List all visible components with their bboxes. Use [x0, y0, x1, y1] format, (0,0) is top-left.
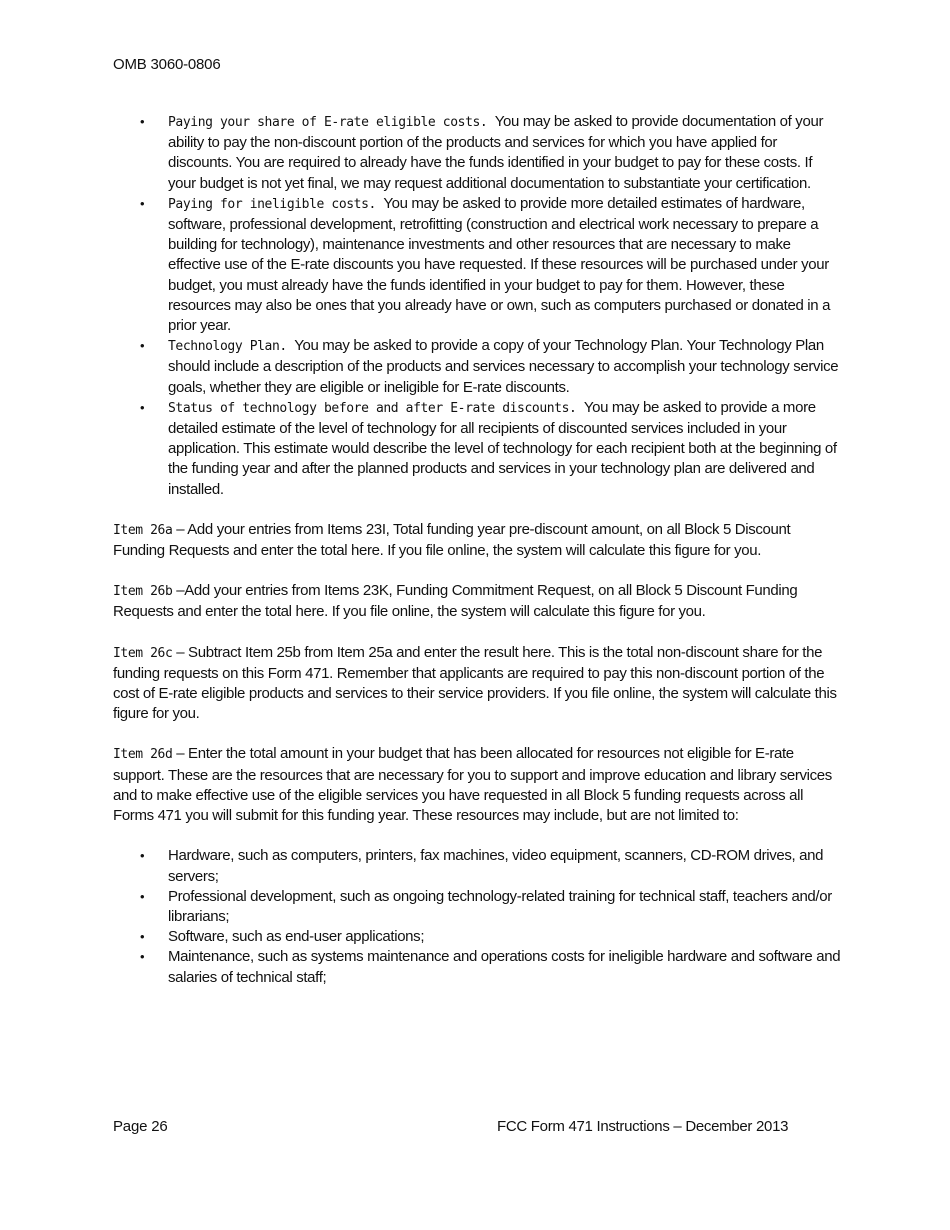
bullet-icon: • — [140, 848, 145, 864]
bullet-icon: • — [140, 888, 145, 904]
list-item-term: Paying your share of E-rate eligible costs. — [168, 115, 488, 130]
list-item — [140, 947, 841, 987]
item-text: – Add your entries from Items 23I, Total funding year pre-discount amount, on all Block 5 Discount Funding Requests and enter the total here. If you file online, the system will calculate this figure for you. — [113, 520, 791, 560]
bullet-icon: • — [140, 114, 145, 129]
list-item — [140, 887, 841, 927]
item-26d-paragraph — [113, 744, 841, 826]
list-item — [140, 846, 841, 886]
list-item-text: You may be asked to provide a more detailed estimate of the level of technology for all recipients of discounted services included in your application. This estimate would describe the level of technology for each recipient both at the beginning of the funding year and after the planned products and services in your technology plan are delivered and installed. — [168, 398, 837, 498]
item-text: – Subtract Item 25b from Item 25a and enter the result here. This is the total non-discount share for the funding requests on this Form 471. Remember that applicants are required to pay this non-discount portion of the cost of E-rate eligible products and services to their service providers. If you file online, the system will calculate this figure for you. — [113, 643, 837, 723]
document-body — [113, 112, 841, 988]
list-item — [140, 927, 841, 947]
item-26a-paragraph — [113, 520, 841, 561]
list-item-text: You may be asked to provide documentation of your ability to pay the non-discount portion of the products and services for which you have applied for discounts. You are required to already have the funds identified in your budget to pay for these costs. If your budget is not yet final, we may request additional documentation to substantiate your certification. — [168, 113, 824, 192]
list-item-text: You may be asked to provide a copy of your Technology Plan. Your Technology Plan should include a description of the products and services necessary to accomplish your technology service goals, whether they are eligible or ineligible for E-rate discounts. — [168, 337, 839, 396]
ineligible-resources-list — [113, 846, 841, 987]
list-item — [140, 398, 841, 500]
list-item — [140, 336, 841, 398]
list-item-term: Technology Plan. — [168, 339, 287, 355]
requirements-list — [113, 112, 841, 500]
list-item — [140, 112, 841, 194]
item-label: Item 26b — [113, 584, 173, 600]
list-item-text: You may be asked to provide more detailed estimates of hardware, software, professional development, retrofitting (construction and electrical work necessary to prepare a building for technology), maintenance investments and other resources that are necessary to make effective use of the E-rate discounts you have requested. If these resources will be purchased under your budget, you must already have the funds identified in your budget to pay for them. However, these resources may also be ones that you already have or own, such as computers purchased or donated in a prior year. — [168, 194, 831, 335]
list-item-text: Software, such as end-user applications; — [168, 928, 425, 946]
item-text: –Add your entries from Items 23K, Funding Commitment Request, on all Block 5 Discount Funding Requests and enter the total here. If you file online, the system will calculate this figure for you. — [113, 582, 798, 621]
item-text: – Enter the total amount in your budget that has been allocated for resources not eligible for E-rate support. These are the resources that are necessary for you to support and improve education and library services and to make effective use of the eligible services you have requested in all Block 5 funding requests across all Forms 471 you will submit for this funding year. These resources may include, but are not limited to: — [113, 745, 832, 825]
list-item-text: Maintenance, such as systems maintenance and operations costs for ineligible hardware and software and salaries of technical staff; — [168, 948, 841, 986]
bullet-icon: • — [140, 195, 145, 211]
bullet-icon: • — [140, 399, 145, 415]
item-26c-paragraph — [113, 643, 841, 725]
list-item — [140, 194, 841, 336]
list-item-text: Hardware, such as computers, printers, fax machines, video equipment, scanners, CD-ROM drives, and servers; — [168, 847, 824, 885]
omb-number: OMB 3060-0806 — [113, 56, 221, 73]
page-number: Page 26 — [113, 1118, 168, 1135]
list-item-term: Paying for ineligible costs. — [168, 196, 376, 212]
list-item-term: Status of technology before and after E-rate discounts. — [168, 400, 577, 416]
item-label: Item 26d — [113, 747, 173, 763]
bullet-icon: • — [140, 338, 145, 354]
item-label: Item 26a — [113, 522, 173, 538]
bullet-icon: • — [140, 929, 145, 945]
document-title-footer: FCC Form 471 Instructions – December 2013 — [497, 1118, 789, 1135]
bullet-icon: • — [140, 949, 145, 965]
item-26b-paragraph — [113, 581, 841, 622]
item-label: Item 26c — [113, 645, 173, 661]
list-item-text: Professional development, such as ongoing technology-related training for technical staff, teachers and/or librarians; — [168, 887, 832, 925]
